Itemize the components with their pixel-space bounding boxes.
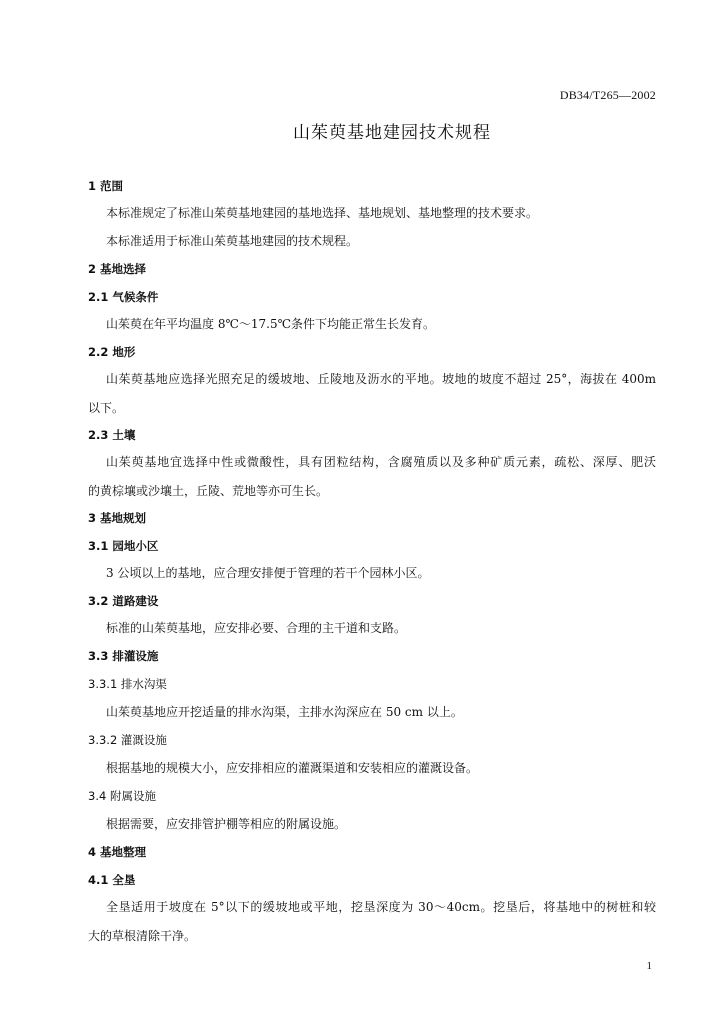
section-heading-2: 2 基地选择: [88, 262, 147, 276]
document-code: DB34/T265—2002: [559, 88, 656, 102]
section-heading-1: 1 范围: [88, 179, 124, 193]
paragraph-3-3-2: 根据基地的规模大小，应安排相应的灌溉渠道和安装相应的灌溉设备。: [106, 761, 479, 775]
section-heading-3-3-1: 3.3.1 排水沟渠: [88, 677, 167, 691]
section-heading-2-3: 2.3 土壤: [88, 428, 136, 442]
section-heading-4: 4 基地整理: [88, 845, 147, 859]
paragraph-2-2-line1: 山茱萸基地应选择光照充足的缓坡地、丘陵地及沥水的平地。坡地的坡度不超过 25°，海拔在 400m: [106, 372, 656, 386]
section-heading-3-3: 3.3 排灌设施: [88, 649, 159, 663]
section-heading-2-2: 2.2 地形: [88, 345, 136, 359]
paragraph-3-3-1: 山茱萸基地应开挖适量的排水沟渠，主排水沟深应在 50 cm 以上。: [106, 705, 463, 719]
page-number: 1: [646, 960, 652, 972]
section-heading-3-3-2: 3.3.2 灌溉设施: [88, 733, 167, 747]
paragraph-1-2: 本标准适用于标准山茱萸基地建园的技术规程。: [106, 234, 359, 248]
section-heading-3: 3 基地规划: [88, 511, 147, 525]
paragraph-1-1: 本标准规定了标准山茱萸基地建园的基地选择、基地规划、基地整理的技术要求。: [106, 206, 539, 220]
section-heading-4-1: 4.1 全垦: [88, 873, 136, 887]
paragraph-3-2: 标准的山茱萸基地，应安排必要、合理的主干道和支路。: [106, 621, 407, 635]
paragraph-2-1: 山茱萸在年平均温度 8℃～17.5℃条件下均能正常生长发育。: [106, 317, 436, 331]
paragraph-2-3-line1: 山茱萸基地宜选择中性或微酸性，具有团粒结构，含腐殖质以及多种矿质元素，疏松、深厚、肥沃: [106, 455, 656, 469]
section-heading-3-4: 3.4 附属设施: [88, 789, 156, 803]
paragraph-2-3-line2: 的黄棕壤或沙壤土，丘陵、荒地等亦可生长。: [88, 484, 329, 498]
paragraph-3-4: 根据需要，应安排管护棚等相应的附属设施。: [106, 817, 347, 831]
section-heading-3-2: 3.2 道路建设: [88, 594, 159, 608]
paragraph-3-1: 3 公顷以上的基地，应合理安排便于管理的若干个园林小区。: [106, 566, 430, 580]
document-title: 山茱萸基地建园技术规程: [293, 123, 491, 143]
section-heading-3-1: 3.1 园地小区: [88, 539, 159, 553]
paragraph-4-1-line2: 大的草根清除干净。: [88, 929, 197, 943]
section-heading-2-1: 2.1 气候条件: [88, 290, 159, 304]
paragraph-4-1-line1: 全垦适用于坡度在 5°以下的缓坡地或平地，挖垦深度为 30～40cm。挖垦后，将基地中的树桩和较: [106, 900, 656, 914]
paragraph-2-2-line2: 以下。: [88, 401, 125, 415]
